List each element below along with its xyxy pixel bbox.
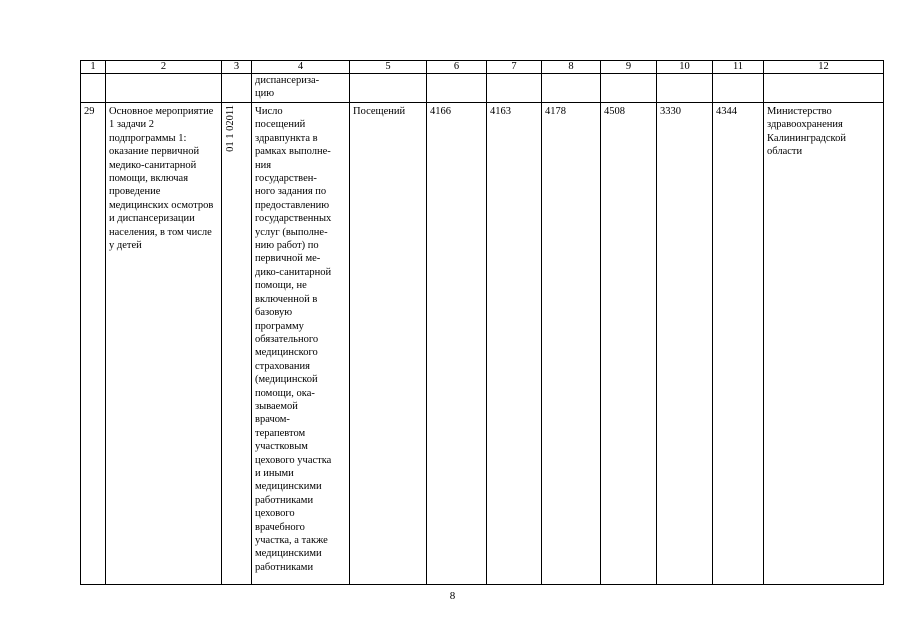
responsible-cell: Министерство здравоохранения Калининградской области bbox=[764, 103, 884, 585]
value-col10: 3330 bbox=[657, 103, 713, 585]
unit-cell: Посещений bbox=[350, 103, 427, 585]
empty-cell bbox=[487, 74, 542, 103]
empty-cell bbox=[222, 74, 252, 103]
code-cell bbox=[222, 103, 252, 585]
empty-cell bbox=[713, 74, 764, 103]
row-number: 29 bbox=[81, 103, 106, 585]
empty-cell bbox=[601, 74, 657, 103]
empty-cell bbox=[427, 74, 487, 103]
empty-cell bbox=[81, 74, 106, 103]
header-cell: 2 bbox=[106, 61, 222, 74]
header-row bbox=[81, 61, 884, 74]
value-col9: 4508 bbox=[601, 103, 657, 585]
value-col8: 4178 bbox=[542, 103, 601, 585]
empty-cell bbox=[542, 74, 601, 103]
table-row bbox=[81, 103, 884, 585]
header-cell: 6 bbox=[427, 61, 487, 74]
indicator-text: Число посещений здравпункта в рамках выполне- ния государствен- ного задания по предоставлению государственных услуг (выполне- нию работ) по первичной ме- дико-санитарной помощи, не включенной в базовую программу обязательного медицинского страхования (медицинской помощи, ока- зываемой врачом- терапевтом участковым цехового участка и иными медицинскими работниками цехового врачебного участка, а также медицинскими работниками bbox=[252, 103, 350, 585]
empty-cell bbox=[350, 74, 427, 103]
event-description: Основное мероприятие 1 задачи 2 подпрограммы 1: оказание первичной медико-санитарной помощи, включая проведение медицинских осмотров и диспансеризации населения, в том числе у детей bbox=[106, 103, 222, 585]
header-cell: 4 bbox=[252, 61, 350, 74]
data-table bbox=[80, 60, 884, 585]
value-col7: 4163 bbox=[487, 103, 542, 585]
empty-cell bbox=[764, 74, 884, 103]
header-cell: 5 bbox=[350, 61, 427, 74]
header-cell: 1 bbox=[81, 61, 106, 74]
header-cell: 8 bbox=[542, 61, 601, 74]
header-cell: 11 bbox=[713, 61, 764, 74]
value-col6: 4166 bbox=[427, 103, 487, 585]
header-cell: 3 bbox=[222, 61, 252, 74]
header-cell: 10 bbox=[657, 61, 713, 74]
header-cell: 7 bbox=[487, 61, 542, 74]
continuation-row bbox=[81, 74, 884, 103]
page-number: 8 bbox=[449, 590, 456, 602]
empty-cell bbox=[657, 74, 713, 103]
code-text: 01 1 02011 bbox=[225, 105, 236, 152]
header-cell: 9 bbox=[601, 61, 657, 74]
value-col11: 4344 bbox=[713, 103, 764, 585]
header-cell: 12 bbox=[764, 61, 884, 74]
indicator-continuation: диспансериза- цию bbox=[252, 74, 350, 103]
empty-cell bbox=[106, 74, 222, 103]
